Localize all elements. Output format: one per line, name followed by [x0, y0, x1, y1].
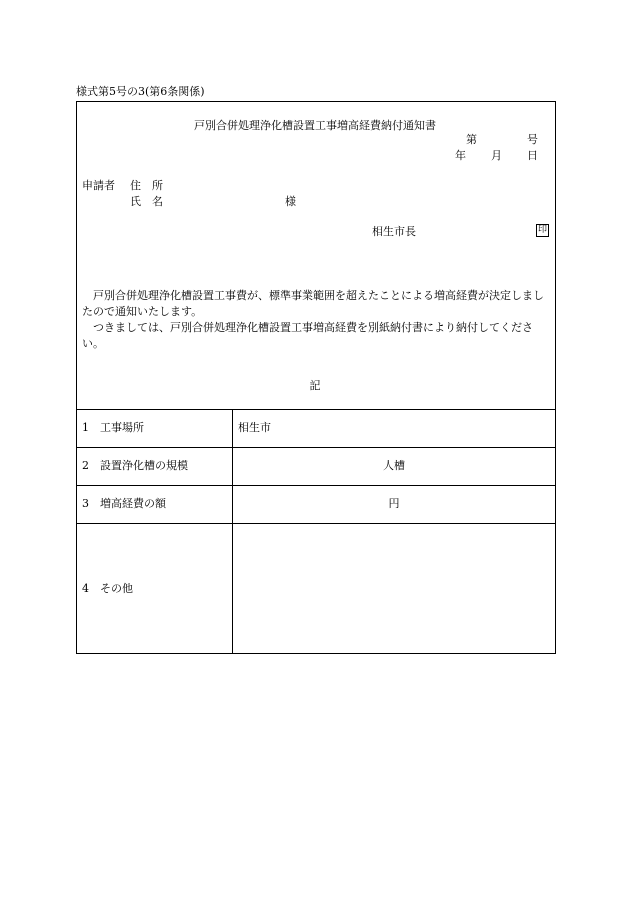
row-label-construction-site: 1 工事場所	[82, 421, 144, 434]
date-year: 年	[455, 149, 466, 162]
notice-body	[82, 288, 554, 352]
date-month: 月	[491, 149, 502, 162]
applicant-label: 申請者	[82, 179, 115, 192]
doc-number-go: 号	[527, 133, 538, 146]
date-day: 日	[527, 149, 538, 162]
ki-heading: 記	[309, 379, 321, 392]
row-value-increase-amount: 円	[388, 497, 400, 510]
honorific-sama: 様	[285, 195, 296, 208]
form-id: 様式第5号の3(第6条関係)	[76, 85, 205, 98]
table-column-divider	[232, 410, 233, 653]
notice-paragraph-1: 戸別合併処理浄化槽設置工事費が、標準事業範囲を超えたことによる増高経費が決定しましたので通知いたします。	[82, 289, 544, 318]
doc-number-dai: 第	[466, 133, 477, 146]
name-label: 氏 名	[130, 195, 163, 208]
seal-mark: 印	[537, 225, 547, 235]
table-row-divider	[77, 447, 555, 448]
row-value-tank-capacity: 人槽	[383, 459, 405, 472]
row-value-construction-site: 相生市	[238, 421, 271, 434]
row-label-tank-capacity: 2 設置浄化槽の規模	[82, 459, 188, 472]
address-label: 住 所	[130, 179, 163, 192]
notice-paragraph-2: つきましては、戸別合併処理浄化槽設置工事増高経費を別紙納付書により納付してください。	[82, 321, 533, 350]
row-label-other: 4 その他	[82, 582, 133, 595]
row-label-increase-amount: 3 増高経費の額	[82, 497, 166, 510]
document-title: 戸別合併処理浄化槽設置工事増高経費納付通知書	[194, 119, 436, 132]
table-row-divider	[77, 523, 555, 524]
table-row-divider	[77, 485, 555, 486]
issuer-name: 相生市長	[372, 225, 416, 238]
table-top-line	[77, 409, 555, 410]
